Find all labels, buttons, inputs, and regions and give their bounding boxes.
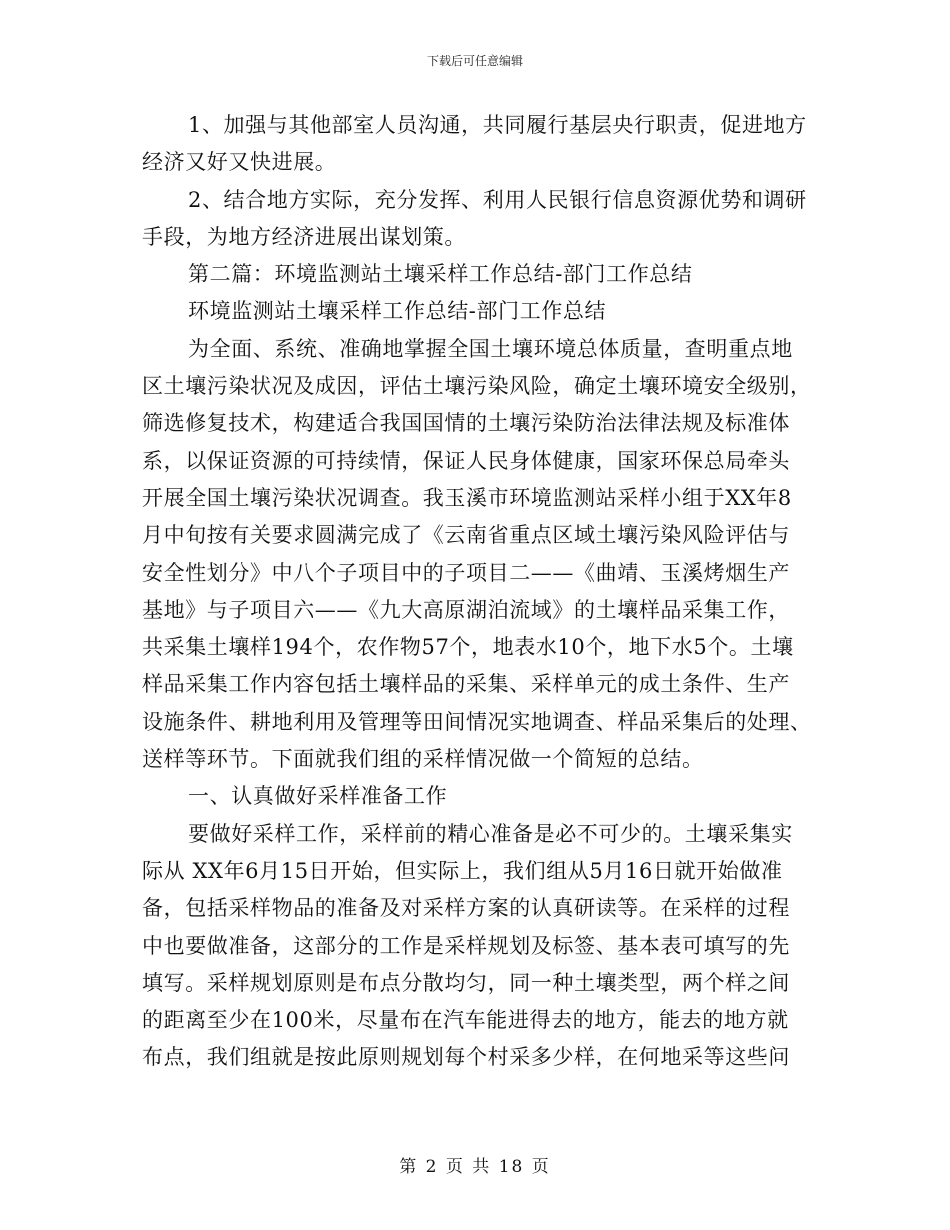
text-line: 布点，我们组就是按此原则规划每个村采多少样，在何地采等这些问 bbox=[142, 1045, 790, 1070]
text-line: 送样等环节。下面就我们组的采样情况做一个简短的总结。 bbox=[142, 747, 704, 772]
text-line: 一、认真做好采样准备工作 bbox=[188, 784, 448, 809]
text-line: 手段，为地方经济进展出谋划策。 bbox=[142, 224, 466, 249]
text-line: 区土壤污染状况及成因，评估土壤污染风险，确定土壤环境安全级别， bbox=[142, 374, 812, 399]
text-line: 际从 XX年6月15日开始，但实际上，我们组从5月16日就开始做准 bbox=[142, 858, 783, 883]
text-line: 开展全国土壤污染状况调查。我玉溪市环境监测站采样小组于XX年8 bbox=[142, 485, 792, 510]
text-line: 筛选修复技术，构建适合我国国情的土壤污染防治法律法规及标准体 bbox=[142, 411, 790, 436]
text-line: 2、结合地方实际，充分发挥、利用人民银行信息资源优势和调研 bbox=[188, 187, 807, 212]
text-line: 经济又好又快进展。 bbox=[142, 150, 337, 175]
text-line: 设施条件、耕地利用及管理等田间情况实地调查、样品采集后的处理、 bbox=[142, 709, 812, 734]
text-line: 环境监测站土壤采样工作总结-部门工作总结 bbox=[188, 299, 607, 324]
text-line: 的距离至少在100米，尽量布在汽车能进得去的地方，能去的地方就 bbox=[142, 1008, 789, 1033]
text-line: 为全面、系统、准确地掌握全国土壤环境总体质量，查明重点地 bbox=[188, 336, 793, 361]
text-line: 共采集土壤样194个，农作物57个，地表水10个，地下水5个。土壤 bbox=[142, 635, 794, 660]
text-line: 要做好采样工作，采样前的精心准备是必不可少的。土壤采集实 bbox=[188, 821, 793, 846]
text-line: 备，包括采样物品的准备及对采样方案的认真研读等。在采样的过程 bbox=[142, 896, 790, 921]
text-line: 中也要做准备，这部分的工作是采样规划及标签、基本表可填写的先 bbox=[142, 933, 790, 958]
text-line: 填写。采样规划原则是布点分散均匀，同一种土壤类型，两个样之间 bbox=[142, 970, 790, 995]
text-line: 安全性划分》中八个子项目中的子项目二——《曲靖、玉溪烤烟生产 bbox=[142, 560, 790, 585]
text-line: 月中旬按有关要求圆满完成了《云南省重点区域土壤污染风险评估与 bbox=[142, 523, 790, 548]
page-footer: 第 2 页 共 18 页 bbox=[399, 1157, 551, 1177]
text-line: 1、加强与其他部室人员沟通，共同履行基层央行职责，促进地方 bbox=[188, 113, 807, 137]
document-body bbox=[142, 107, 810, 1077]
text-line: 系，以保证资源的可持续情，保证人民身体健康，国家环保总局牵头 bbox=[142, 448, 790, 473]
page-header: 下载后可任意编辑 bbox=[426, 54, 523, 68]
text-line: 样品采集工作内容包括土壤样品的采集、采样单元的成土条件、生产 bbox=[142, 672, 790, 697]
text-line: 第二篇：环境监测站土壤采样工作总结-部门工作总结 bbox=[188, 262, 693, 287]
text-line: 基地》与子项目六——《九大高原湖泊流域》的土壤样品采集工作， bbox=[142, 597, 790, 622]
